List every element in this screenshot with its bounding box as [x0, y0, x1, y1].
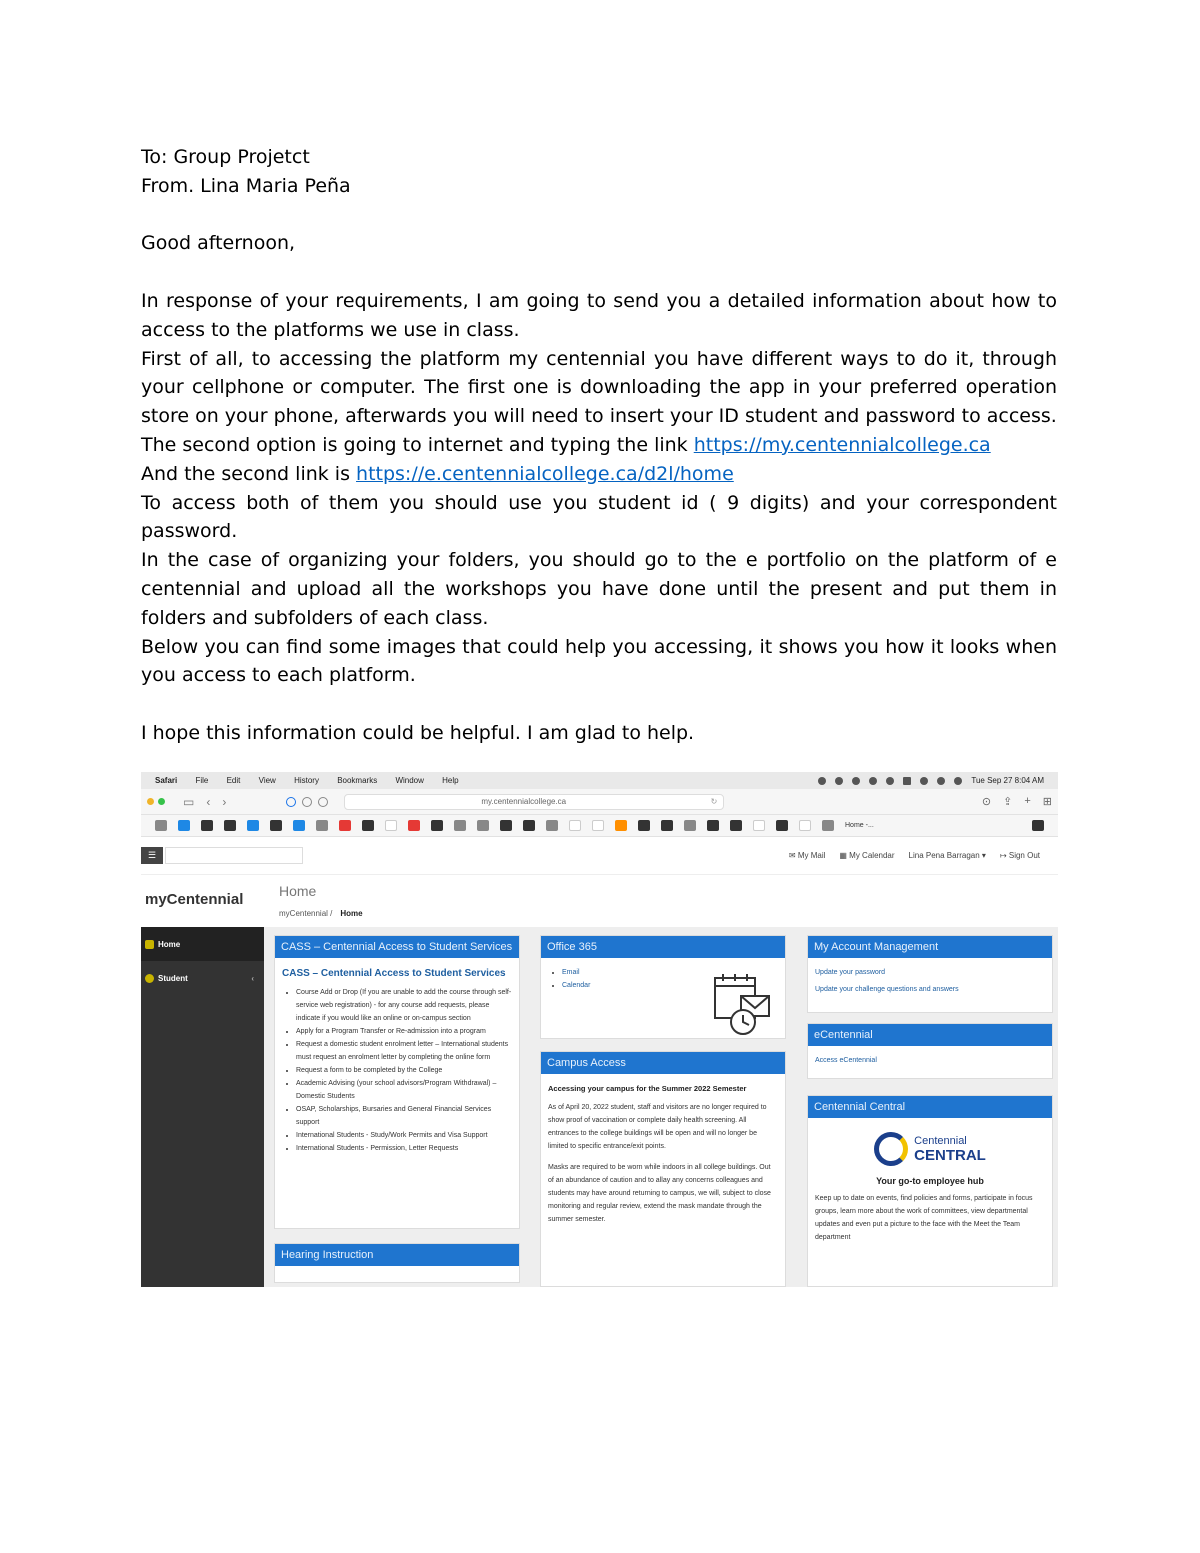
menu-view[interactable]: View: [258, 776, 276, 785]
calendar-mail-icon: [711, 972, 773, 1038]
paragraph-7: Below you can find some images that could help you accessing, it shows you how it looks when you access to each platform.: [141, 635, 1057, 687]
bookmark-icon[interactable]: [293, 820, 305, 831]
menu-edit[interactable]: Edit: [226, 776, 241, 785]
bookmark-icon[interactable]: [408, 820, 420, 831]
status-icon: [835, 777, 843, 785]
bookmark-icon[interactable]: [822, 820, 834, 831]
tab-overview-icon[interactable]: ⊞: [1042, 796, 1052, 808]
extension-icon[interactable]: [302, 797, 312, 807]
bookmark-icon[interactable]: [362, 820, 374, 831]
greeting: Good afternoon,: [141, 232, 296, 255]
bookmarks-bar: [141, 815, 1058, 837]
share-icon[interactable]: ⇪: [1003, 796, 1013, 808]
panel-header: Office 365: [541, 936, 785, 958]
panel-header: CASS – Centennial Access to Student Services: [275, 936, 519, 958]
chevron-left-icon: ‹: [251, 973, 254, 983]
panel-header: Hearing Instruction: [275, 1244, 519, 1266]
siri-icon: [954, 777, 962, 785]
dashboard: [264, 927, 1058, 1287]
logo-text-bottom: CENTRAL: [914, 1146, 986, 1164]
closing: I hope this information could be helpful. I am glad to help.: [141, 721, 695, 744]
panel-header: Centennial Central: [808, 1096, 1052, 1118]
cass-title[interactable]: CASS – Centennial Access to Student Services: [282, 968, 506, 979]
menu-file[interactable]: File: [195, 776, 209, 785]
breadcrumb-current: Home: [340, 909, 363, 918]
back-icon[interactable]: ‹: [206, 794, 211, 809]
google-icon[interactable]: [753, 820, 765, 831]
page-body: [141, 927, 1058, 1287]
student-icon: [145, 974, 154, 983]
sidebar-item-label: Student: [158, 973, 188, 983]
central-tagline: Your go-to employee hub: [876, 1176, 984, 1186]
sign-out-link[interactable]: ↦ Sign Out: [999, 851, 1040, 860]
ecentennial-panel: [807, 1023, 1053, 1079]
my-mail-link[interactable]: ✉ My Mail: [788, 851, 826, 860]
sidebar-toggle-icon[interactable]: ▭: [183, 794, 195, 809]
letter-body: [141, 143, 1057, 748]
menu-bookmarks[interactable]: Bookmarks: [337, 776, 378, 785]
brand-logo[interactable]: myCentennial: [145, 891, 244, 908]
zoom-button[interactable]: [158, 798, 165, 805]
panel-body: [275, 958, 519, 1163]
panel-header: Campus Access: [541, 1052, 785, 1074]
menu-help[interactable]: Help: [442, 776, 459, 785]
user-links: [789, 851, 1040, 860]
my-calendar-link[interactable]: ▦ My Calendar: [839, 851, 895, 860]
nav-controls: [183, 795, 226, 809]
bluetooth-icon: [869, 777, 877, 785]
google-icon[interactable]: [569, 820, 581, 831]
panel-header: My Account Management: [808, 936, 1052, 958]
bookmark-icon[interactable]: [523, 820, 535, 831]
panel-body: [808, 1046, 1052, 1075]
account-panel: [807, 935, 1053, 1013]
menu-history[interactable]: History: [294, 776, 319, 785]
user-menu[interactable]: Lina Pena Barragan ▾: [908, 851, 986, 860]
centennial-central-logo: [808, 1132, 1052, 1166]
paragraph-3: The second option is going to internet and typing the link https://my.centennialcollege.ca: [141, 433, 991, 456]
bookmark-icon[interactable]: [1032, 820, 1044, 831]
paragraph-2: First of all, to accessing the platform my centennial you have different ways to do it, through your cellphone or computer. The first one is downloading the app in your preferred operation store on your phone, afterwards you will need to insert your ID student and password to access.: [141, 347, 1057, 428]
menu-clock: Tue Sep 27 8:04 AM: [971, 776, 1044, 785]
from-line: From. Lina Maria Peña: [141, 174, 351, 197]
campus-subtitle: Accessing your campus for the Summer 2022 Semester: [548, 1084, 747, 1093]
campus-panel: [540, 1051, 786, 1287]
window-controls: [147, 798, 165, 805]
list-item[interactable]: • Apply for a Program Transfer or Re-admission into a program: [296, 1025, 512, 1038]
page-title: Home: [279, 883, 317, 899]
bookmark-icon[interactable]: [385, 820, 397, 831]
status-icon: [818, 777, 826, 785]
bookmark-icon[interactable]: [638, 820, 650, 831]
privacy-icon[interactable]: [318, 797, 328, 807]
cass-panel: [274, 935, 520, 1229]
app-menu: [155, 776, 475, 785]
home-icon: [145, 940, 154, 949]
bookmark-icon[interactable]: [615, 820, 627, 831]
list-item[interactable]: • Request a domestic student enrolment letter – International students must request an enrolment letter by completing the online form: [296, 1038, 512, 1064]
spotlight-icon: [920, 777, 928, 785]
page-header: [141, 875, 1058, 927]
bookmark-icon[interactable]: [270, 820, 282, 831]
bookmark-icon[interactable]: [201, 820, 213, 831]
sidebar: [141, 927, 264, 1287]
list-item[interactable]: • International Students - Study/Work Permits and Visa Support: [296, 1129, 512, 1142]
bookmark-icon[interactable]: [500, 820, 512, 831]
list-item[interactable]: • Course Add or Drop (If you are unable to add the course through self-service web registration) - for any course add requests, please indicate if you would like an online or on-campus section: [296, 986, 512, 1025]
paragraph-6: In the case of organizing your folders, you should go to the e portfolio on the platform of e centennial and upload all the workshops you have done until the present and put them in folders and subfolders of each class.: [141, 549, 1057, 629]
update-challenge-link[interactable]: Update your challenge questions and answers: [815, 986, 959, 993]
paragraph-1: In response of your requirements, I am going to send you a detailed information about how to access to the platforms we use in class.: [141, 289, 1057, 341]
breadcrumb: [279, 909, 363, 918]
list-item[interactable]: • Request a form to be completed by the College: [296, 1064, 512, 1077]
address-bar[interactable]: [344, 794, 724, 810]
campus-paragraph-1: As of April 20, 2022 student, staff and visitors are no longer required to show proof of vaccination or complete daily health screening. All entrances to the college buildings will be open and will no longer be limited to specific entrance/exit points.: [548, 1104, 767, 1150]
access-ecentennial-link[interactable]: Access eCentennial: [815, 1057, 877, 1064]
battery-icon: [903, 777, 911, 785]
bookmark-icon[interactable]: [178, 820, 190, 831]
menu-window[interactable]: Window: [395, 776, 424, 785]
list-item[interactable]: • Academic Advising (your school advisors/Program Withdrawal) – Domestic Students: [296, 1077, 512, 1103]
status-icons: [818, 776, 1044, 785]
central-panel: [807, 1095, 1053, 1287]
central-logo-icon: [874, 1132, 908, 1166]
campus-paragraph-2: Masks are required to be worn while indoors in all college buildings. Out of an abundance of caution and to allay any concerns colleagues and students may have around returning to campus, we will, subject to close monitoring and regular review, extend the mask mandate through the summer semester.: [548, 1164, 771, 1223]
mac-menu-bar: [141, 772, 1058, 789]
bookmark-icon[interactable]: [477, 820, 489, 831]
sidebar-item-student[interactable]: [141, 961, 264, 995]
update-password-link[interactable]: Update your password: [815, 969, 886, 976]
cass-list: [282, 986, 512, 1155]
breadcrumb-root[interactable]: myCentennial /: [279, 909, 333, 918]
list-item[interactable]: • OSAP, Scholarships, Bursaries and General Financial Services support: [296, 1103, 512, 1129]
bookmark-icon[interactable]: [316, 820, 328, 831]
bookmark-icon[interactable]: [247, 820, 259, 831]
browser-tools: [982, 795, 1052, 808]
gmail-icon[interactable]: [339, 820, 351, 831]
mycentennial-screenshot: [141, 772, 1058, 1299]
e-centennial-link[interactable]: https://e.centennialcollege.ca/d2l/home: [356, 462, 734, 485]
forward-icon[interactable]: ›: [222, 794, 227, 809]
bookmark-icon[interactable]: [224, 820, 236, 831]
paragraph-5: To access both of them you should use you student id ( 9 digits) and your correspondent password.: [141, 491, 1057, 543]
browser-toolbar: [141, 789, 1058, 815]
list-item[interactable]: • International Students - Permission, Letter Requests: [296, 1142, 512, 1155]
google-icon[interactable]: [799, 820, 811, 831]
site-top-bar: [141, 837, 1058, 875]
bookmark-icon[interactable]: [707, 820, 719, 831]
central-text: Keep up to date on events, find policies and forms, participate in focus groups, learn more about the work of committees, view departmental updates and even put a picture to the face with the Meet the Team department: [815, 1195, 1033, 1241]
google-icon[interactable]: [592, 820, 604, 831]
new-tab-icon[interactable]: +: [1024, 795, 1031, 807]
panel-body: [541, 1074, 785, 1242]
sidebar-item-home[interactable]: [141, 927, 264, 961]
panel-header: eCentennial: [808, 1024, 1052, 1046]
hearing-panel: [274, 1243, 520, 1283]
url-text: my.centennialcollege.ca: [481, 797, 567, 806]
sidebar-item-label: Home: [158, 939, 181, 949]
control-center-icon: [937, 777, 945, 785]
my-centennial-link[interactable]: https://my.centennialcollege.ca: [693, 433, 991, 456]
reload-icon[interactable]: ↻: [710, 797, 718, 806]
office-panel: [540, 935, 786, 1039]
bookmark-icon[interactable]: [730, 820, 742, 831]
bookmark-icon[interactable]: [454, 820, 466, 831]
bookmark-icon[interactable]: [546, 820, 558, 831]
logo-text-top: Centennial: [914, 1134, 967, 1147]
status-icon: [852, 777, 860, 785]
paragraph-4: And the second link is https://e.centennialcollege.ca/d2l/home: [141, 462, 734, 485]
site-search-input[interactable]: [165, 847, 303, 864]
extension-icon[interactable]: [286, 797, 296, 807]
download-icon[interactable]: ⊙: [981, 796, 992, 808]
bookmark-icon[interactable]: [155, 820, 167, 831]
bookmark-home[interactable]: Home -...: [845, 822, 874, 829]
bookmark-icon[interactable]: [684, 820, 696, 831]
minimize-button[interactable]: [147, 798, 154, 805]
bookmark-icon[interactable]: [431, 820, 443, 831]
menu-toggle-button[interactable]: ☰: [141, 847, 163, 864]
bookmark-icon[interactable]: [661, 820, 673, 831]
email-link[interactable]: Email: [562, 969, 580, 976]
wifi-icon: [886, 777, 894, 785]
panel-body: [808, 958, 1052, 1004]
panel-body: [808, 1192, 1052, 1260]
to-line: To: Group Projetct: [141, 146, 310, 168]
bookmark-icon[interactable]: [776, 820, 788, 831]
calendar-link[interactable]: Calendar: [562, 982, 591, 989]
menu-safari[interactable]: Safari: [155, 776, 178, 785]
